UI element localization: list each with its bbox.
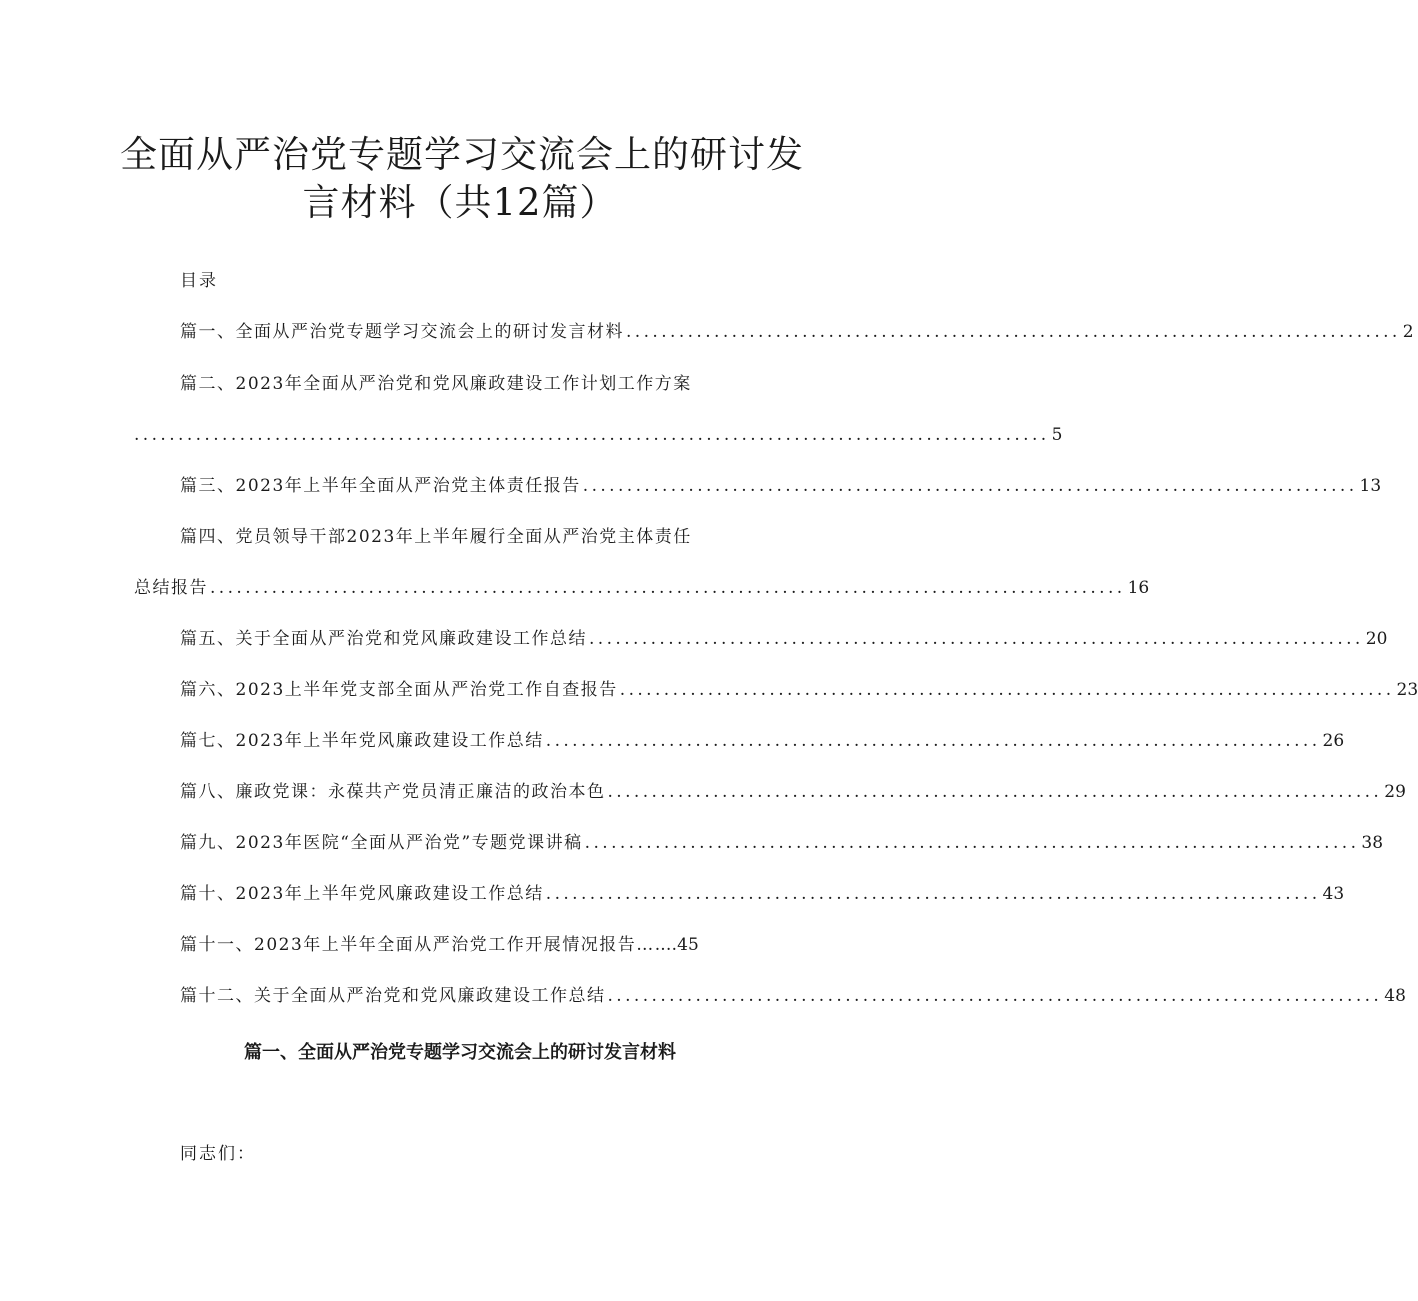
toc-entry[interactable] (180, 320, 1414, 344)
toc-entry-text: 总结报告 (134, 578, 208, 598)
toc-leader-dots: ........................................................................................ (545, 731, 1321, 751)
toc-page-number: 45 (677, 935, 699, 955)
toc-entry-continuation[interactable] (134, 576, 1150, 600)
toc-page-number: 38 (1361, 833, 1384, 853)
toc-leader-dots: ........................................................................................ (619, 680, 1395, 700)
toc-page-number: 23 (1396, 680, 1418, 700)
toc-entry-text: 篇十二、关于全面从严治党和党风廉政建设工作总结 (180, 986, 606, 1006)
salutation-text: 同志们： (180, 1144, 256, 1164)
toc-entry[interactable] (180, 780, 1406, 804)
toc-entry-text: 篇九、2023年医院“全面从严治党”专题党课讲稿 (180, 833, 583, 853)
toc-leader-dots: ........................................................................................ (584, 833, 1360, 853)
toc-leader-dots: ........................................................................................ (626, 322, 1401, 342)
toc-page-number: 29 (1384, 782, 1406, 802)
toc-entry-text: 篇八、廉政党课：永葆共产党员清正廉洁的政治本色 (180, 782, 606, 802)
toc-leader-dots: ........................................................................................ (582, 476, 1358, 496)
toc-page-number: 43 (1322, 884, 1345, 904)
toc-page-number: 16 (1127, 578, 1150, 598)
toc-entry[interactable] (180, 678, 1418, 702)
toc-page-number: 2 (1402, 322, 1414, 342)
toc-leader-dots: ........................................................................................ (607, 782, 1383, 802)
toc-entry[interactable] (180, 831, 1384, 855)
toc-entry-text: 篇一、全面从严治党专题学习交流会上的研讨发言材料 (180, 322, 624, 342)
toc-entry-text: 篇七、2023年上半年党风廉政建设工作总结 (180, 731, 544, 751)
toc-leader-dots: ........................................................................................ (589, 629, 1364, 649)
toc-page-number: 20 (1365, 629, 1388, 649)
toc-page-number: 13 (1359, 476, 1382, 496)
toc-entry[interactable] (180, 474, 1382, 498)
document-title-line-1: 全面从严治党专题学习交流会上的研讨发 (120, 133, 804, 176)
toc-leader-dots: ........................................................................................ (545, 884, 1321, 904)
toc-entry-text: 篇二、2023年全面从严治党和党风廉政建设工作计划工作方案 (180, 374, 692, 394)
document-title-line-2: 言材料（共12篇） (302, 181, 618, 224)
toc-entry[interactable] (180, 882, 1345, 906)
toc-leader-dots: ........................................................................................ (607, 986, 1383, 1006)
toc-heading: 目录 (180, 271, 218, 291)
toc-entry[interactable] (180, 525, 772, 549)
toc-entry-text: 篇十一、2023年上半年全面从严治党工作开展情况报告… (180, 935, 655, 955)
toc-entry[interactable] (180, 984, 1406, 1008)
toc-leader-dots: ........................................................................................................ (210, 578, 1126, 598)
section-heading: 篇一、全面从严治党专题学习交流会上的研讨发言材料 (244, 1042, 676, 1063)
toc-page-number: 26 (1322, 731, 1345, 751)
toc-leader-dots: ........................................................................................................ (134, 425, 1050, 445)
toc-entry-text: 篇四、党员领导干部2023年上半年履行全面从严治党主体责任 (180, 527, 692, 547)
toc-entry-text: 篇五、关于全面从严治党和党风廉政建设工作总结 (180, 629, 587, 649)
toc-entry[interactable] (180, 933, 772, 957)
toc-page-number: 5 (1051, 425, 1063, 445)
toc-entry[interactable] (180, 627, 1388, 651)
toc-entry[interactable] (180, 729, 1345, 753)
toc-leader-separator: .… (654, 935, 678, 955)
toc-entry[interactable] (180, 372, 772, 396)
toc-entry-text: 篇十、2023年上半年党风廉政建设工作总结 (180, 884, 544, 904)
toc-entry-text: 篇六、2023上半年党支部全面从严治党工作自查报告 (180, 680, 618, 700)
toc-entry-continuation[interactable] (134, 423, 1063, 447)
toc-page-number: 48 (1384, 986, 1406, 1006)
toc-entry-text: 篇三、2023年上半年全面从严治党主体责任报告 (180, 476, 581, 496)
